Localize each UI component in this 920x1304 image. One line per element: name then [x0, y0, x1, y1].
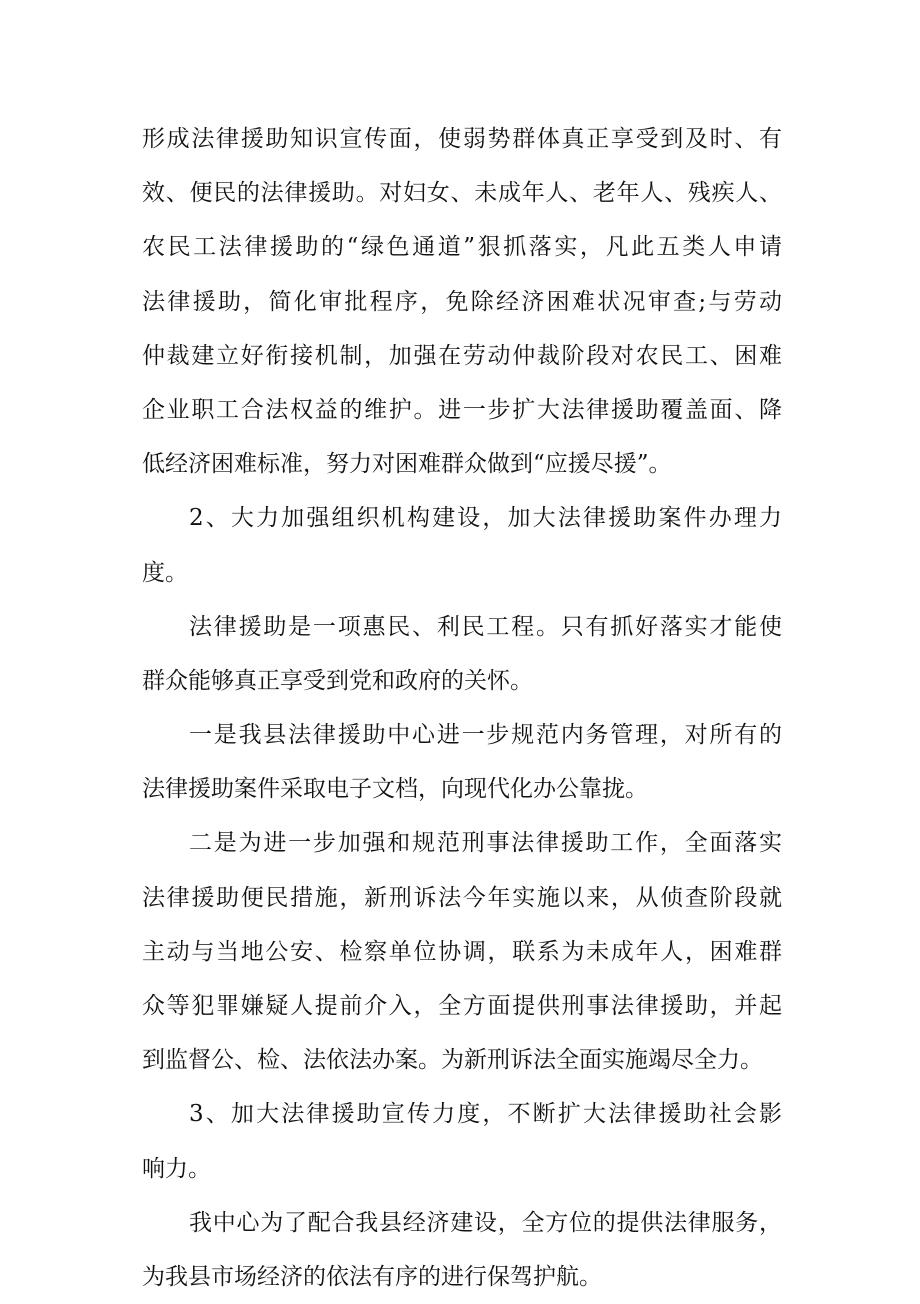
text-line: 一是我县法律援助中心进一步规范内务管理，对所有的	[189, 722, 782, 749]
paragraph	[142, 708, 782, 816]
document-body	[142, 112, 782, 1304]
text-line: 企业职工合法权益的维护。进一步扩大法律援助覆盖面、降	[142, 396, 782, 423]
text-line: 二是为进一步加强和规范刑事法律援助工作，全面落实	[189, 830, 782, 857]
text-line: 我中心为了配合我县经济建设，全方位的提供法律服务，	[189, 1209, 782, 1236]
paragraph	[142, 600, 782, 708]
text-line: 形成法律援助知识宣传面，使弱势群体真正享受到及时、有	[142, 126, 782, 152]
paragraph	[142, 491, 782, 599]
text-line: 为我县市场经济的依法有序的进行保驾护航。	[142, 1263, 602, 1290]
paragraph	[142, 1087, 782, 1195]
text-line: 响力。	[142, 1155, 211, 1182]
text-line: 低经济困难标准，努力对困难群众做到“应援尽援”。	[142, 451, 672, 478]
text-line: 农民工法律援助的“绿色通道”狠抓落实，凡此五类人申请	[142, 234, 782, 261]
paragraph	[142, 112, 782, 491]
text-line: 主动与当地公安、检察单位协调，联系为未成年人，困难群	[142, 938, 782, 965]
text-line: 到监督公、检、法依法办案。为新刑诉法全面实施竭尽全力。	[142, 1047, 763, 1074]
paragraph	[142, 1196, 782, 1304]
text-line: 法律援助，简化审批程序，免除经济困难状况审查;与劳动	[142, 288, 782, 315]
text-line: 法律援助便民措施，新刑诉法今年实施以来，从侦查阶段就	[142, 884, 782, 911]
text-line: 度。	[142, 559, 188, 586]
text-line: 群众能够真正享受到党和政府的关怀。	[142, 667, 533, 694]
text-line: 仲裁建立好衔接机制，加强在劳动仲裁阶段对农民工、困难	[142, 342, 782, 369]
text-line: 2、大力加强组织机构建设，加大法律援助案件办理力	[189, 505, 782, 532]
paragraph	[142, 816, 782, 1087]
text-line: 效、便民的法律援助。对妇女、未成年人、老年人、残疾人、	[142, 180, 782, 207]
text-line: 众等犯罪嫌疑人提前介入，全方面提供刑事法律援助，并起	[142, 993, 782, 1019]
text-line: 法律援助案件采取电子文档，向现代化办公靠拢。	[142, 776, 648, 803]
text-line: 3、加大法律援助宣传力度，不断扩大法律援助社会影	[189, 1101, 782, 1128]
text-line: 法律援助是一项惠民、利民工程。只有抓好落实才能使	[189, 613, 782, 640]
